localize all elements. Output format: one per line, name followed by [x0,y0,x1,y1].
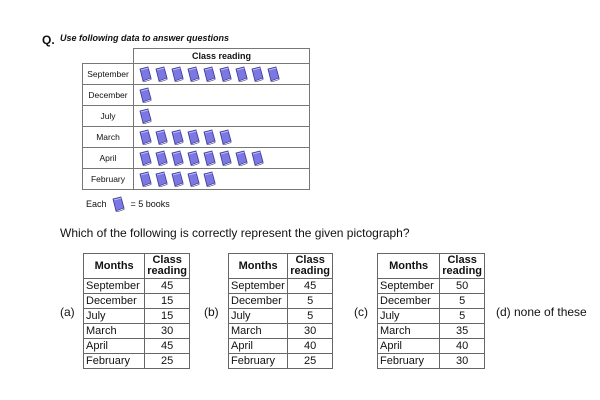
class-reading-header: Class reading [145,254,190,279]
book-icon [138,171,153,187]
value-cell: 5 [440,309,485,324]
month-cell: March [84,324,145,339]
book-icon [154,150,169,166]
pictograph-row [83,64,310,85]
book-icon [202,66,217,82]
month-cell: December [229,294,288,309]
month-cell: July [229,309,288,324]
answer-table-row [84,309,190,324]
pictograph-row [83,169,310,190]
pictograph-month: July [83,106,134,127]
book-icon [250,150,265,166]
pictograph-title: Class reading [134,49,310,64]
pictograph-header-blank [83,49,134,64]
value-cell: 30 [440,354,485,369]
value-cell: 5 [440,294,485,309]
pictograph-month: March [83,127,134,148]
value-cell: 40 [288,339,333,354]
answer-table-row [378,354,485,369]
class-reading-header: Class reading [288,254,333,279]
question-prompt: Which of the following is correctly represent the given pictograph? [60,226,410,240]
months-header: Months [229,254,288,279]
pictograph-row [83,106,310,127]
value-cell: 40 [440,339,485,354]
answer-table-row [84,354,190,369]
month-cell: September [378,279,440,294]
answer-table-header [84,254,190,279]
answer-table-row [84,339,190,354]
book-icon [234,66,249,82]
answer-table-row [229,324,333,339]
month-cell: April [378,339,440,354]
option-a-table[interactable] [83,253,190,369]
answer-table-row [229,354,333,369]
book-icon [250,66,265,82]
answer-table-header [378,254,485,279]
book-icon [170,66,185,82]
answer-table-row [378,309,485,324]
pictograph-month: September [83,64,134,85]
month-cell: July [84,309,145,324]
book-icon [138,66,153,82]
book-icon [186,66,201,82]
pictograph-row [83,148,310,169]
pictograph-row [83,85,310,106]
key-each-label: Each [86,199,107,209]
pictograph-icons [134,64,310,85]
months-header: Months [84,254,145,279]
book-icon [218,150,233,166]
answer-table-row [378,279,485,294]
answer-table-row [229,309,333,324]
option-b-table[interactable] [228,253,333,369]
book-icon [138,150,153,166]
month-cell: February [84,354,145,369]
book-icon [154,171,169,187]
book-icon [111,196,126,212]
pictograph-icons [134,148,310,169]
answer-table-row [84,294,190,309]
class-reading-header: Class reading [440,254,485,279]
pictograph-icons [134,106,310,127]
pictograph-month: February [83,169,134,190]
question-instruction: Use following data to answer questions [60,33,230,43]
value-cell: 5 [288,309,333,324]
answer-table-row [84,279,190,294]
book-icon [202,150,217,166]
answer-table-row [378,324,485,339]
value-cell: 30 [288,324,333,339]
book-icon [138,87,153,103]
month-cell: February [229,354,288,369]
value-cell: 50 [440,279,485,294]
answer-table-row [229,339,333,354]
value-cell: 45 [145,279,190,294]
value-cell: 35 [440,324,485,339]
book-icon [154,66,169,82]
book-icon [186,150,201,166]
month-cell: March [229,324,288,339]
option-d-label[interactable]: (d) none of these [496,305,587,319]
value-cell: 25 [145,354,190,369]
value-cell: 45 [145,339,190,354]
month-cell: April [229,339,288,354]
book-icon [170,129,185,145]
answer-table-row [84,324,190,339]
option-c-label[interactable]: (c) [354,305,368,319]
pictograph-key [86,196,170,212]
month-cell: April [84,339,145,354]
book-icon [202,129,217,145]
book-icon [170,150,185,166]
option-b-label[interactable]: (b) [204,305,219,319]
months-header: Months [378,254,440,279]
book-icon [218,129,233,145]
key-value-label: = 5 books [130,199,170,209]
answer-table-header [229,254,333,279]
question-number: Q. [42,33,55,47]
value-cell: 25 [288,354,333,369]
book-icon [186,129,201,145]
month-cell: September [84,279,145,294]
value-cell: 5 [288,294,333,309]
answer-table-row [229,294,333,309]
pictograph-row [83,127,310,148]
book-icon [138,108,153,124]
value-cell: 45 [288,279,333,294]
answer-table-row [229,279,333,294]
book-icon [218,66,233,82]
pictograph-month: December [83,85,134,106]
pictograph-icons [134,85,310,106]
book-icon [186,171,201,187]
month-cell: December [378,294,440,309]
book-icon [202,171,217,187]
month-cell: December [84,294,145,309]
option-c-table[interactable] [377,253,485,369]
book-icon [234,150,249,166]
book-icon [138,129,153,145]
option-a-label[interactable]: (a) [60,305,75,319]
month-cell: February [378,354,440,369]
answer-table-row [378,339,485,354]
pictograph-month: April [83,148,134,169]
pictograph-table [82,48,310,190]
month-cell: March [378,324,440,339]
month-cell: July [378,309,440,324]
pictograph-icons [134,127,310,148]
value-cell: 15 [145,294,190,309]
book-icon [170,171,185,187]
pictograph-icons [134,169,310,190]
value-cell: 15 [145,309,190,324]
book-icon [266,66,281,82]
month-cell: September [229,279,288,294]
value-cell: 30 [145,324,190,339]
answer-table-row [378,294,485,309]
book-icon [154,129,169,145]
